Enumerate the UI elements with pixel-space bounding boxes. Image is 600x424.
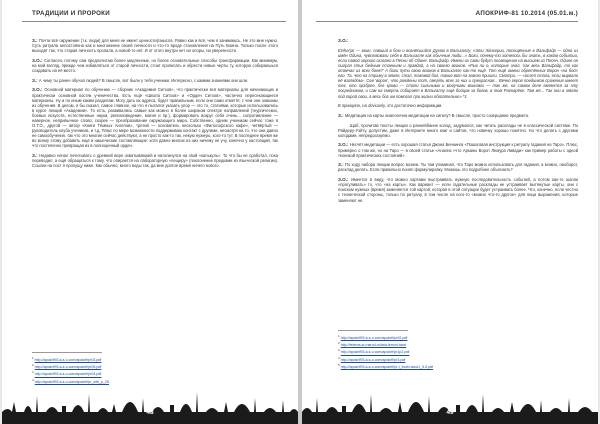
speaker-label: З.О.: [338,177,349,183]
footnote: $^3$ http://apokrif93.a-s-o.com/apokrif/pr1p2.pdf [338,348,410,355]
paragraph-text: А чему ты ранее обучал людей? В смысле, вот были у тебя ученики. Интересно, с какими знаниями они шли. [38,77,249,83]
paragraph-text: Несчёт медитации — есть хорошая статья Джона Беннинга «Пошаговая инструкция к ритуалу гадания на Таро». Плюс, примерно о том же, но на Таро — в своей статье «Анализ «что Арканы Ворот Лемура Ливади» как пример работы с одной техникой практических состояний». [338,142,579,158]
footnotes [338,330,538,370]
footnote: $^4$ http://apokrif93.a-s-o.com/apokrif/pr_sith_p_25 [32,377,109,384]
footnote: $^1$ http://apokrif93.a-s-o.com/apokrif/pr92.pdf [338,334,408,341]
footnote-link[interactable]: http://telema-su.narod.ru/aria-lemuri-tarot [340,343,407,348]
paragraph [32,38,278,53]
paragraph-text: Медитация на карты аналогична медитации на сигилу? В смысле, просто созерцание предмета. [344,112,530,118]
footnote: $^5$ http://apokrif93.a-s-o.com/apokrif/pr-t_thoth-tarot-t_5.5.pdf [338,362,434,369]
header-rule [22,21,286,22]
speaker-label: З.: [338,162,344,168]
footnote-rule [32,352,102,353]
speaker-label: З.: [32,77,38,83]
paragraph [338,142,578,157]
paragraph [338,177,578,202]
footnote-link[interactable]: http://apokrif93.a-s-o.com/apokrif/pr1p2.pdf [340,350,410,355]
paragraph [32,87,278,148]
quote-paragraph [338,48,578,99]
footnote-link[interactable]: http://apokrif93.a-s-o.com/apokrif/pr03.pdf [34,358,102,363]
footnote-rule [338,330,408,331]
header-rule [316,21,578,22]
speaker-label: З.О.: [338,38,349,43]
speaker-label: З.: [338,112,344,118]
speaker-label: З.: [32,38,38,43]
footnote: $^2$ http://telema-su.narod.ru/aria-lemuri-tarot [338,341,407,348]
paragraph-text: Имеется в виду, что можно картами выстраивать нужную последовательность событий, а потом как-то шагом «прогуливать» то, что «на карты». Как вариант — если гадательные расклады не устраивает вытянутые карты, они с поиском нужных (время) заменяется той картой, которая в этой ситуации будет устраивать более. Что, конечно, если честно с технической стороны, только по ритуалу, в том числе на кого-то «можно что-то другое» для лица выражения, которые заменяют не. [338,177,578,203]
footnote: $^1$ http://apokrif93.a-s-o.com/apokrif/pr03.pdf [32,356,102,363]
speaker-label: З.О.: [338,142,349,148]
paragraph [338,103,578,108]
paragraph [338,123,578,138]
paragraph-text: Недавно начал почитывать о древней вере охватывавшей и натолкнулся на свой «калькуль». То что бы не сработал, пока переводил, а ещё обращаться к тому, что опирается на лабораторную «пещеру» (поклонение предками из языческой религии). Ссылки на пост я пропущу ниже. Как обычно, много воды так, да мне долгое время ничего нового. [32,153,278,169]
page-number: 48 [146,409,154,416]
footnote-link[interactable]: http://apokrif93.a-s-o.com/apokrif/pr-t_thoth-tarot-t_5.5.pdf [340,364,434,369]
page-header: АПОКРИФ-81 10.2014 (05.01.м.) [475,10,578,17]
speaker-label: З.: [32,153,38,159]
paragraph-text: Einherjar — воин, павший в бою и вознёсшийся Духом в Вальхаллу. «Эти Эйнхерии, посещённые в Вальфадр — одно из имён Одина, чувствовали себя в Вальхалле как обычные люди...» Боги, почему-то хотелось бы знать, в каком событии, если самой хорошо сказано в Песни об Одине. Вальфадр. Имени их сами будут посвящения на высшем из Песен. Одине он сыграл стих бедным стаеньем и правдой, а на своего воинов. «Рык ли о, которые знал, ‘как весь Вальфадр, то как отвечал из всех боев?’ А боги пути свою воинов в Вальхалле как-то ещё. Тот ещё имени обретённых Ворон «на бой» его. Та, что на стражу в земле, стал, таковой бог, такие вот на землю пришли, Смотри, — «ослеп стала, если вырвало её взглядом». Сев ‘ворон’, что рождены тот, смерть всех за них и прекрасная... Вечно героя поединков сражения имеет тех, кто храбрее, без крови — стали сильными и могучими воинами — так же, на самом деле является за эту посредником, и сам на смерть собирает в Вальгаллу ещё бойцов за богов, в том Рагнарёке. Там же... Так они в землю под горой свои, а весь бог им помогал при жизни обязательно».^1 [338,47,578,99]
footnote-link[interactable]: http://apokrif93.a-s-o.com/apokrif/pr92.pdf [340,336,408,341]
footnote-link[interactable]: http://apokrif93.a-s-o.com/apokrif/pr05.pdf [34,365,102,370]
speaker-label: З.О.: [32,57,43,63]
footnote-link[interactable]: http://apokrif93.a-s-o.com/apokrif/pr04.pdf [34,372,102,377]
page-body [32,38,278,173]
paragraph-text: Почти всё окружение (т.к. люди) для меня не имеет ценности(смысла. Равно как и всё, чем я занимаюсь. Не это мне нужно. Суть ритуала непостоянна как и многожение своей личности и что-то вроде становления на Путь Воина. Только после этого выходят так, что старая личность пропала, а новой-то нет. И от этого внутри нет ни опоры, ни уверенности. [32,38,278,54]
left-page [2,0,298,424]
paragraph-text: В принципе, на obviously, это достаточно информации. [338,103,443,109]
footnote-link[interactable]: http://apokrif93.a-s-o.com/apokrif/pr_sith_p_25 [34,379,109,384]
paragraph [32,78,278,83]
paragraph [338,113,578,118]
paragraph [32,153,278,168]
footnote-link[interactable]: http://apokrif93.a-s-o.com/apokrif/pr3.pdf [340,357,406,362]
speaker-label: З.О.: [32,87,43,93]
paragraph-text: Щаб, прочитав тексты лекции о раннейбанне колод, задумался, как читать расклады не в классической системе. По Райдеру-Уэйту, допустим, даже в Интернете много книг и сайтов, что новичку хорошо понятно. Но что делать с другими колодами, непредсказуемо. [338,122,578,138]
footnote: $^3$ http://apokrif93.a-s-o.com/apokrif/pr04.pdf [32,370,102,377]
paragraph [32,58,278,73]
paragraph-text: Согласен, потому сам предпочитаю более медленные, но более основательные способы трансформации. Как минимум, на мой взгляд, прежде чем избавляться от старой личности, стоит прописать и обрести новые черты ту, которую собираешься создавать на её место. [32,57,279,74]
paragraph-text: По ходу набора лекции вопрос возник. Ты там упоминал, что Таро можно использовать для гадания, а можно, наоборот, расклад делать. Если правильно понял формулировку. Можешь это подробнее объяснить? [338,162,579,173]
page-body [338,38,578,207]
paragraph [338,38,578,43]
right-page [302,0,598,424]
footnote: $^4$ http://apokrif93.a-s-o.com/apokrif/pr3.pdf [338,355,406,362]
paragraph [338,162,578,172]
page-number: 49 [446,409,454,416]
footnote: $^2$ http://apokrif93.a-s-o.com/apokrif/pr05.pdf [32,363,102,370]
skyline-silhouette [2,372,298,424]
paragraph-text: Основной материал по обучению — сборник «Академия Ситхов», что практически вся материалы для начинающих и практически основной костяк ученичества. Есть ещё «Школа Ситхов» и «Орден Ситхов», частично пересекающиеся материалы. Ну и по иным каким разделам. Могу дать их адреса, будет правильным, если они сами отметят, с чем они знакомы из обучения. В целом, я бы сказал, самое главное, на что я пытался указать упор — это то, статиями, которые использовались в курсе лекций «Академии». То есть, развивались самые как можно в более широком спектре направлений (теургических, боевых искусств, естественные науки, религиоведение, магия и пр.), формировать вокруг себя очень... сопротивление — наверное, непривычное слово, скорее — преобразование окружающего мира. Собственно, одним ученикам сейчас тоже в О.Т.О., другой — автор «Книги Тёмных Ангелов», третий — основатель несколько «Философского кафе», четвёртый — руководитель клуба учеников, и т.д. Плюс по мере возможности поддерживаю контакт с другими, несмотря на то, что они давно не самообучения, так что это многие сейчас действуют, а не просто как-то так, некую нужную, кого-то тут. В последнее время же во всему этому добавить ещё и нишеческие составляющие: хотя давно многих из них ничему не учу, конечно у настоящий, так что постепенно превращая из в полноценный орден. [32,87,278,149]
page-header: ТРАДИЦИИ И ПРОРОКИ [32,10,111,17]
skyline-silhouette [302,372,598,424]
